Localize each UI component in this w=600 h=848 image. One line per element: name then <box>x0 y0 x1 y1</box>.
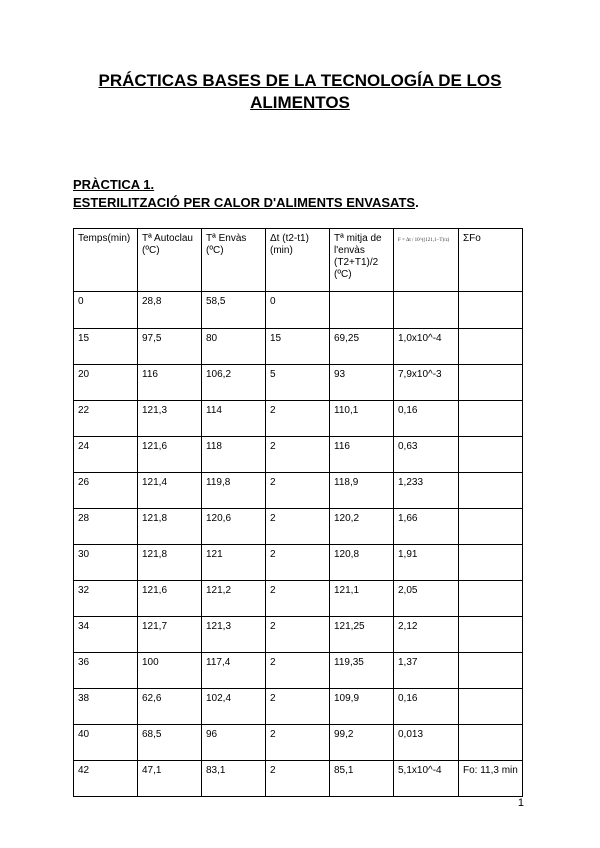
cell-mean-temp: 121,25 <box>330 617 394 653</box>
cell-f-value: 7,9x10^-3 <box>394 365 459 401</box>
header-autoclave-temp: Tª Autoclau (ºC) <box>138 229 202 292</box>
section-title: ESTERILITZACIÓ PER CALOR D'ALIMENTS ENVASATS <box>73 195 416 210</box>
cell-time: 30 <box>74 545 138 581</box>
cell-sum-fo <box>459 292 523 329</box>
cell-time: 0 <box>74 292 138 329</box>
table-row <box>74 725 523 761</box>
section-label: PRÀCTICA 1. <box>73 177 155 192</box>
cell-autoclave-temp: 121,6 <box>138 437 202 473</box>
cell-autoclave-temp: 121,6 <box>138 581 202 617</box>
cell-autoclave-temp: 68,5 <box>138 725 202 761</box>
header-mean-temp: Tª mitja de l'envàs (T2+T1)/2 (ºC) <box>330 229 394 292</box>
cell-delta-t: 2 <box>266 545 330 581</box>
cell-delta-t: 0 <box>266 292 330 329</box>
cell-sum-fo <box>459 689 523 725</box>
cell-container-temp: 80 <box>202 329 266 365</box>
cell-autoclave-temp: 121,7 <box>138 617 202 653</box>
cell-delta-t: 2 <box>266 653 330 689</box>
cell-container-temp: 106,2 <box>202 365 266 401</box>
table-row <box>74 509 523 545</box>
page-number: 1 <box>517 797 524 809</box>
table-row <box>74 545 523 581</box>
cell-time: 26 <box>74 473 138 509</box>
cell-sum-fo <box>459 365 523 401</box>
table-row <box>74 617 523 653</box>
table-row <box>74 761 523 797</box>
table-row <box>74 689 523 725</box>
cell-autoclave-temp: 47,1 <box>138 761 202 797</box>
cell-time: 24 <box>74 437 138 473</box>
cell-mean-temp: 116 <box>330 437 394 473</box>
cell-autoclave-temp: 121,4 <box>138 473 202 509</box>
cell-container-temp: 121 <box>202 545 266 581</box>
cell-delta-t: 2 <box>266 473 330 509</box>
header-f-formula <box>394 229 459 292</box>
cell-sum-fo <box>459 329 523 365</box>
cell-container-temp: 83,1 <box>202 761 266 797</box>
cell-mean-temp: 119,35 <box>330 653 394 689</box>
cell-time: 20 <box>74 365 138 401</box>
cell-autoclave-temp: 28,8 <box>138 292 202 329</box>
header-sum-fo: ΣFo <box>459 229 523 292</box>
f-formula: F = Δt / 10^((121,1−T)/z) <box>398 238 450 243</box>
cell-delta-t: 5 <box>266 365 330 401</box>
cell-f-value: 1,233 <box>394 473 459 509</box>
cell-f-value: 0,16 <box>394 401 459 437</box>
cell-delta-t: 15 <box>266 329 330 365</box>
cell-mean-temp: 69,25 <box>330 329 394 365</box>
cell-time: 36 <box>74 653 138 689</box>
cell-delta-t: 2 <box>266 509 330 545</box>
cell-delta-t: 2 <box>266 689 330 725</box>
cell-mean-temp: 99,2 <box>330 725 394 761</box>
cell-mean-temp: 118,9 <box>330 473 394 509</box>
cell-mean-temp: 109,9 <box>330 689 394 725</box>
cell-delta-t: 2 <box>266 725 330 761</box>
cell-autoclave-temp: 116 <box>138 365 202 401</box>
cell-f-value: 1,66 <box>394 509 459 545</box>
section-title-period: . <box>415 195 419 210</box>
cell-time: 42 <box>74 761 138 797</box>
cell-f-value: 1,37 <box>394 653 459 689</box>
cell-delta-t: 2 <box>266 761 330 797</box>
header-container-temp: Tª Envàs (ºC) <box>202 229 266 292</box>
cell-container-temp: 120,6 <box>202 509 266 545</box>
cell-f-value: 2,05 <box>394 581 459 617</box>
cell-autoclave-temp: 100 <box>138 653 202 689</box>
cell-f-value: 0,63 <box>394 437 459 473</box>
cell-f-value <box>394 292 459 329</box>
cell-autoclave-temp: 121,8 <box>138 545 202 581</box>
cell-mean-temp: 121,1 <box>330 581 394 617</box>
cell-mean-temp <box>330 292 394 329</box>
cell-sum-fo <box>459 617 523 653</box>
cell-container-temp: 117,4 <box>202 653 266 689</box>
cell-sum-fo <box>459 437 523 473</box>
cell-autoclave-temp: 97,5 <box>138 329 202 365</box>
table-row <box>74 473 523 509</box>
cell-delta-t: 2 <box>266 437 330 473</box>
cell-sum-fo <box>459 653 523 689</box>
cell-time: 40 <box>74 725 138 761</box>
cell-container-temp: 58,5 <box>202 292 266 329</box>
table-row <box>74 329 523 365</box>
cell-sum-fo: Fo: 11,3 min <box>459 761 523 797</box>
table-row <box>74 653 523 689</box>
cell-container-temp: 114 <box>202 401 266 437</box>
cell-sum-fo <box>459 473 523 509</box>
cell-sum-fo <box>459 401 523 437</box>
cell-time: 32 <box>74 581 138 617</box>
table-body <box>74 292 523 797</box>
table-row <box>74 365 523 401</box>
cell-container-temp: 96 <box>202 725 266 761</box>
cell-time: 28 <box>74 509 138 545</box>
cell-mean-temp: 93 <box>330 365 394 401</box>
cell-f-value: 1,0x10^-4 <box>394 329 459 365</box>
table-header-row <box>74 229 523 292</box>
cell-time: 38 <box>74 689 138 725</box>
cell-time: 15 <box>74 329 138 365</box>
section-heading <box>73 194 419 212</box>
table-row <box>74 581 523 617</box>
cell-sum-fo <box>459 725 523 761</box>
cell-f-value: 2,12 <box>394 617 459 653</box>
cell-container-temp: 102,4 <box>202 689 266 725</box>
cell-delta-t: 2 <box>266 401 330 437</box>
cell-container-temp: 119,8 <box>202 473 266 509</box>
cell-delta-t: 2 <box>266 581 330 617</box>
cell-container-temp: 121,3 <box>202 617 266 653</box>
header-delta-t: Δt (t2-t1) (min) <box>266 229 330 292</box>
cell-autoclave-temp: 62,6 <box>138 689 202 725</box>
sterilization-table <box>73 228 523 797</box>
table-row <box>74 401 523 437</box>
cell-f-value: 1,91 <box>394 545 459 581</box>
cell-mean-temp: 85,1 <box>330 761 394 797</box>
table-row <box>74 437 523 473</box>
header-time: Temps(min) <box>74 229 138 292</box>
cell-mean-temp: 120,8 <box>330 545 394 581</box>
cell-sum-fo <box>459 509 523 545</box>
cell-sum-fo <box>459 545 523 581</box>
cell-f-value: 0,16 <box>394 689 459 725</box>
cell-sum-fo <box>459 581 523 617</box>
cell-autoclave-temp: 121,8 <box>138 509 202 545</box>
cell-autoclave-temp: 121,3 <box>138 401 202 437</box>
cell-mean-temp: 110,1 <box>330 401 394 437</box>
table-row <box>74 292 523 329</box>
cell-f-value: 5,1x10^-4 <box>394 761 459 797</box>
cell-mean-temp: 120,2 <box>330 509 394 545</box>
cell-container-temp: 118 <box>202 437 266 473</box>
cell-f-value: 0,013 <box>394 725 459 761</box>
cell-time: 34 <box>74 617 138 653</box>
cell-delta-t: 2 <box>266 617 330 653</box>
cell-container-temp: 121,2 <box>202 581 266 617</box>
cell-time: 22 <box>74 401 138 437</box>
page-title: PRÁCTICAS BASES DE LA TECNOLOGÍA DE LOS ALIMENTOS <box>98 71 502 112</box>
